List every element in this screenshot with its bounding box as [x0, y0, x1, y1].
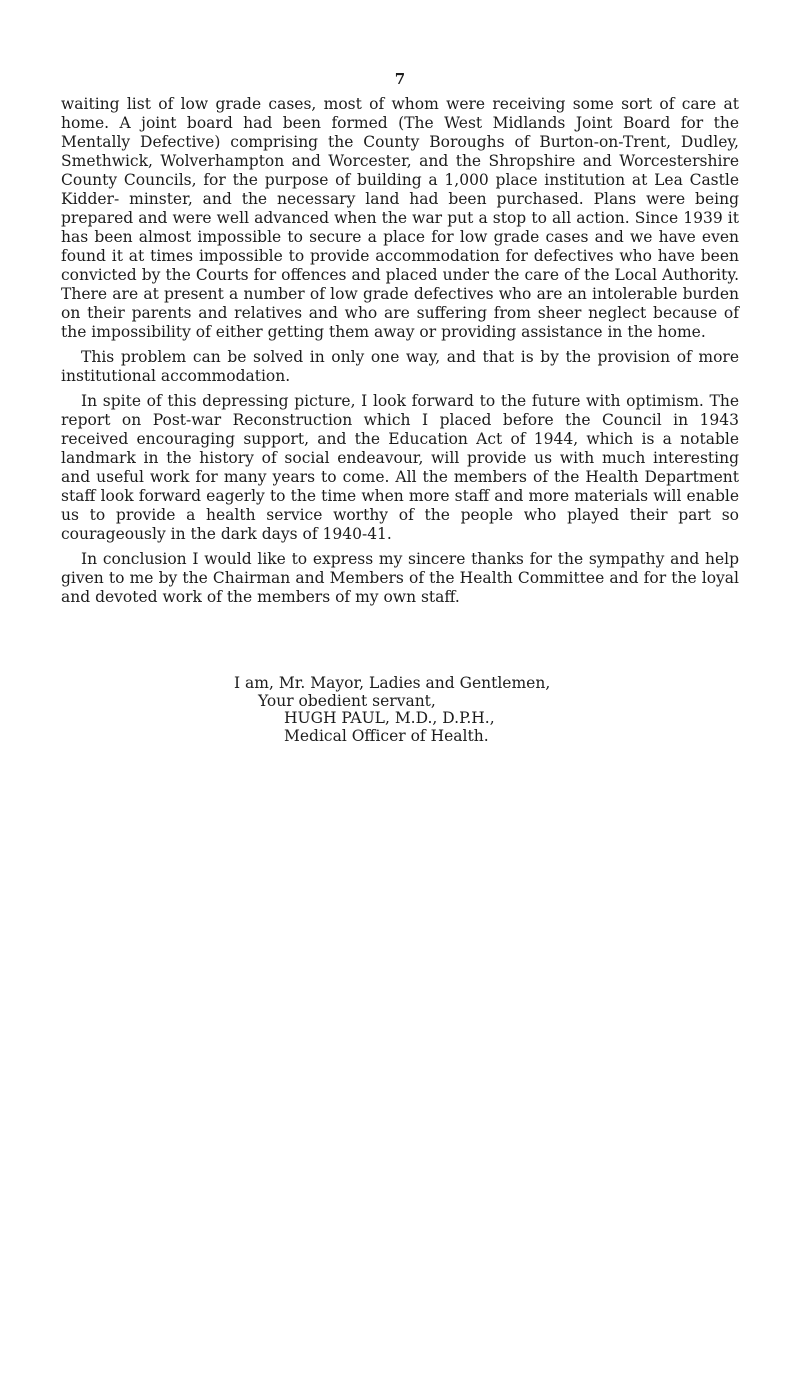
paragraph-conclusion: In conclusion I would like to express my sincere thanks for the sympathy and help given to me by the Chairman and Members of the Health Committee and for the loyal and devoted work of the members of my own staff. [61, 550, 739, 606]
signature-block [0, 675, 800, 745]
page-number: 7 [394, 70, 406, 88]
signature-name: HUGH PAUL, M.D., D.P.H., [284, 709, 495, 727]
report-body [61, 95, 739, 613]
paragraph-problem: This problem can be solved in only one way, and that is by the provision of more institutional accommodation. [61, 348, 739, 385]
paragraph-waiting-list: waiting list of low grade cases, most of whom were receiving some sort of care at home. A joint board had been formed (The West Midlands Joint Board for the Mentally Defective) comprising the County Boroughs of Burton-on-Trent, Dudley, Smethwick, Wolverhampton and Worcester, and the Shropshire and Worcestershire County Councils, for the purpose of building a 1,000 place institution at Lea Castle Kidder- minster, and the necessary land had been purchased. Plans were being prepared and were well advanced when the war put a stop to all action. Since 1939 it has been almost impossible to secure a place for low grade cases and we have even found it at times impossible to provide accommodation for defectives who have been convicted by the Courts for offences and placed under the care of the Local Authority. There are at present a number of low grade defectives who are an intolerable burden on their parents and relatives and who are suffering from sheer neglect because of the impossibility of either getting them away or providing assistance in the home. [61, 95, 739, 341]
signature-title: Medical Officer of Health. [284, 726, 489, 745]
paragraph-optimism: In spite of this depressing picture, I look forward to the future with optimism. The report on Post-war Reconstruction which I placed before the Council in 1943 received encouraging support, and the Education Act of 1944, which is a notable landmark in the history of social endeavour, will provide us with much interesting and useful work for many years to come. All the members of the Health Department staff look forward eagerly to the time when more staff and more materials will enable us to provide a health service worthy of the people who played their part so courageously in the dark days of 1940-41. [61, 392, 739, 543]
signature-salutation: I am, Mr. Mayor, Ladies and Gentlemen, [234, 674, 551, 692]
signature-closing: Your obedient servant, [258, 691, 436, 710]
